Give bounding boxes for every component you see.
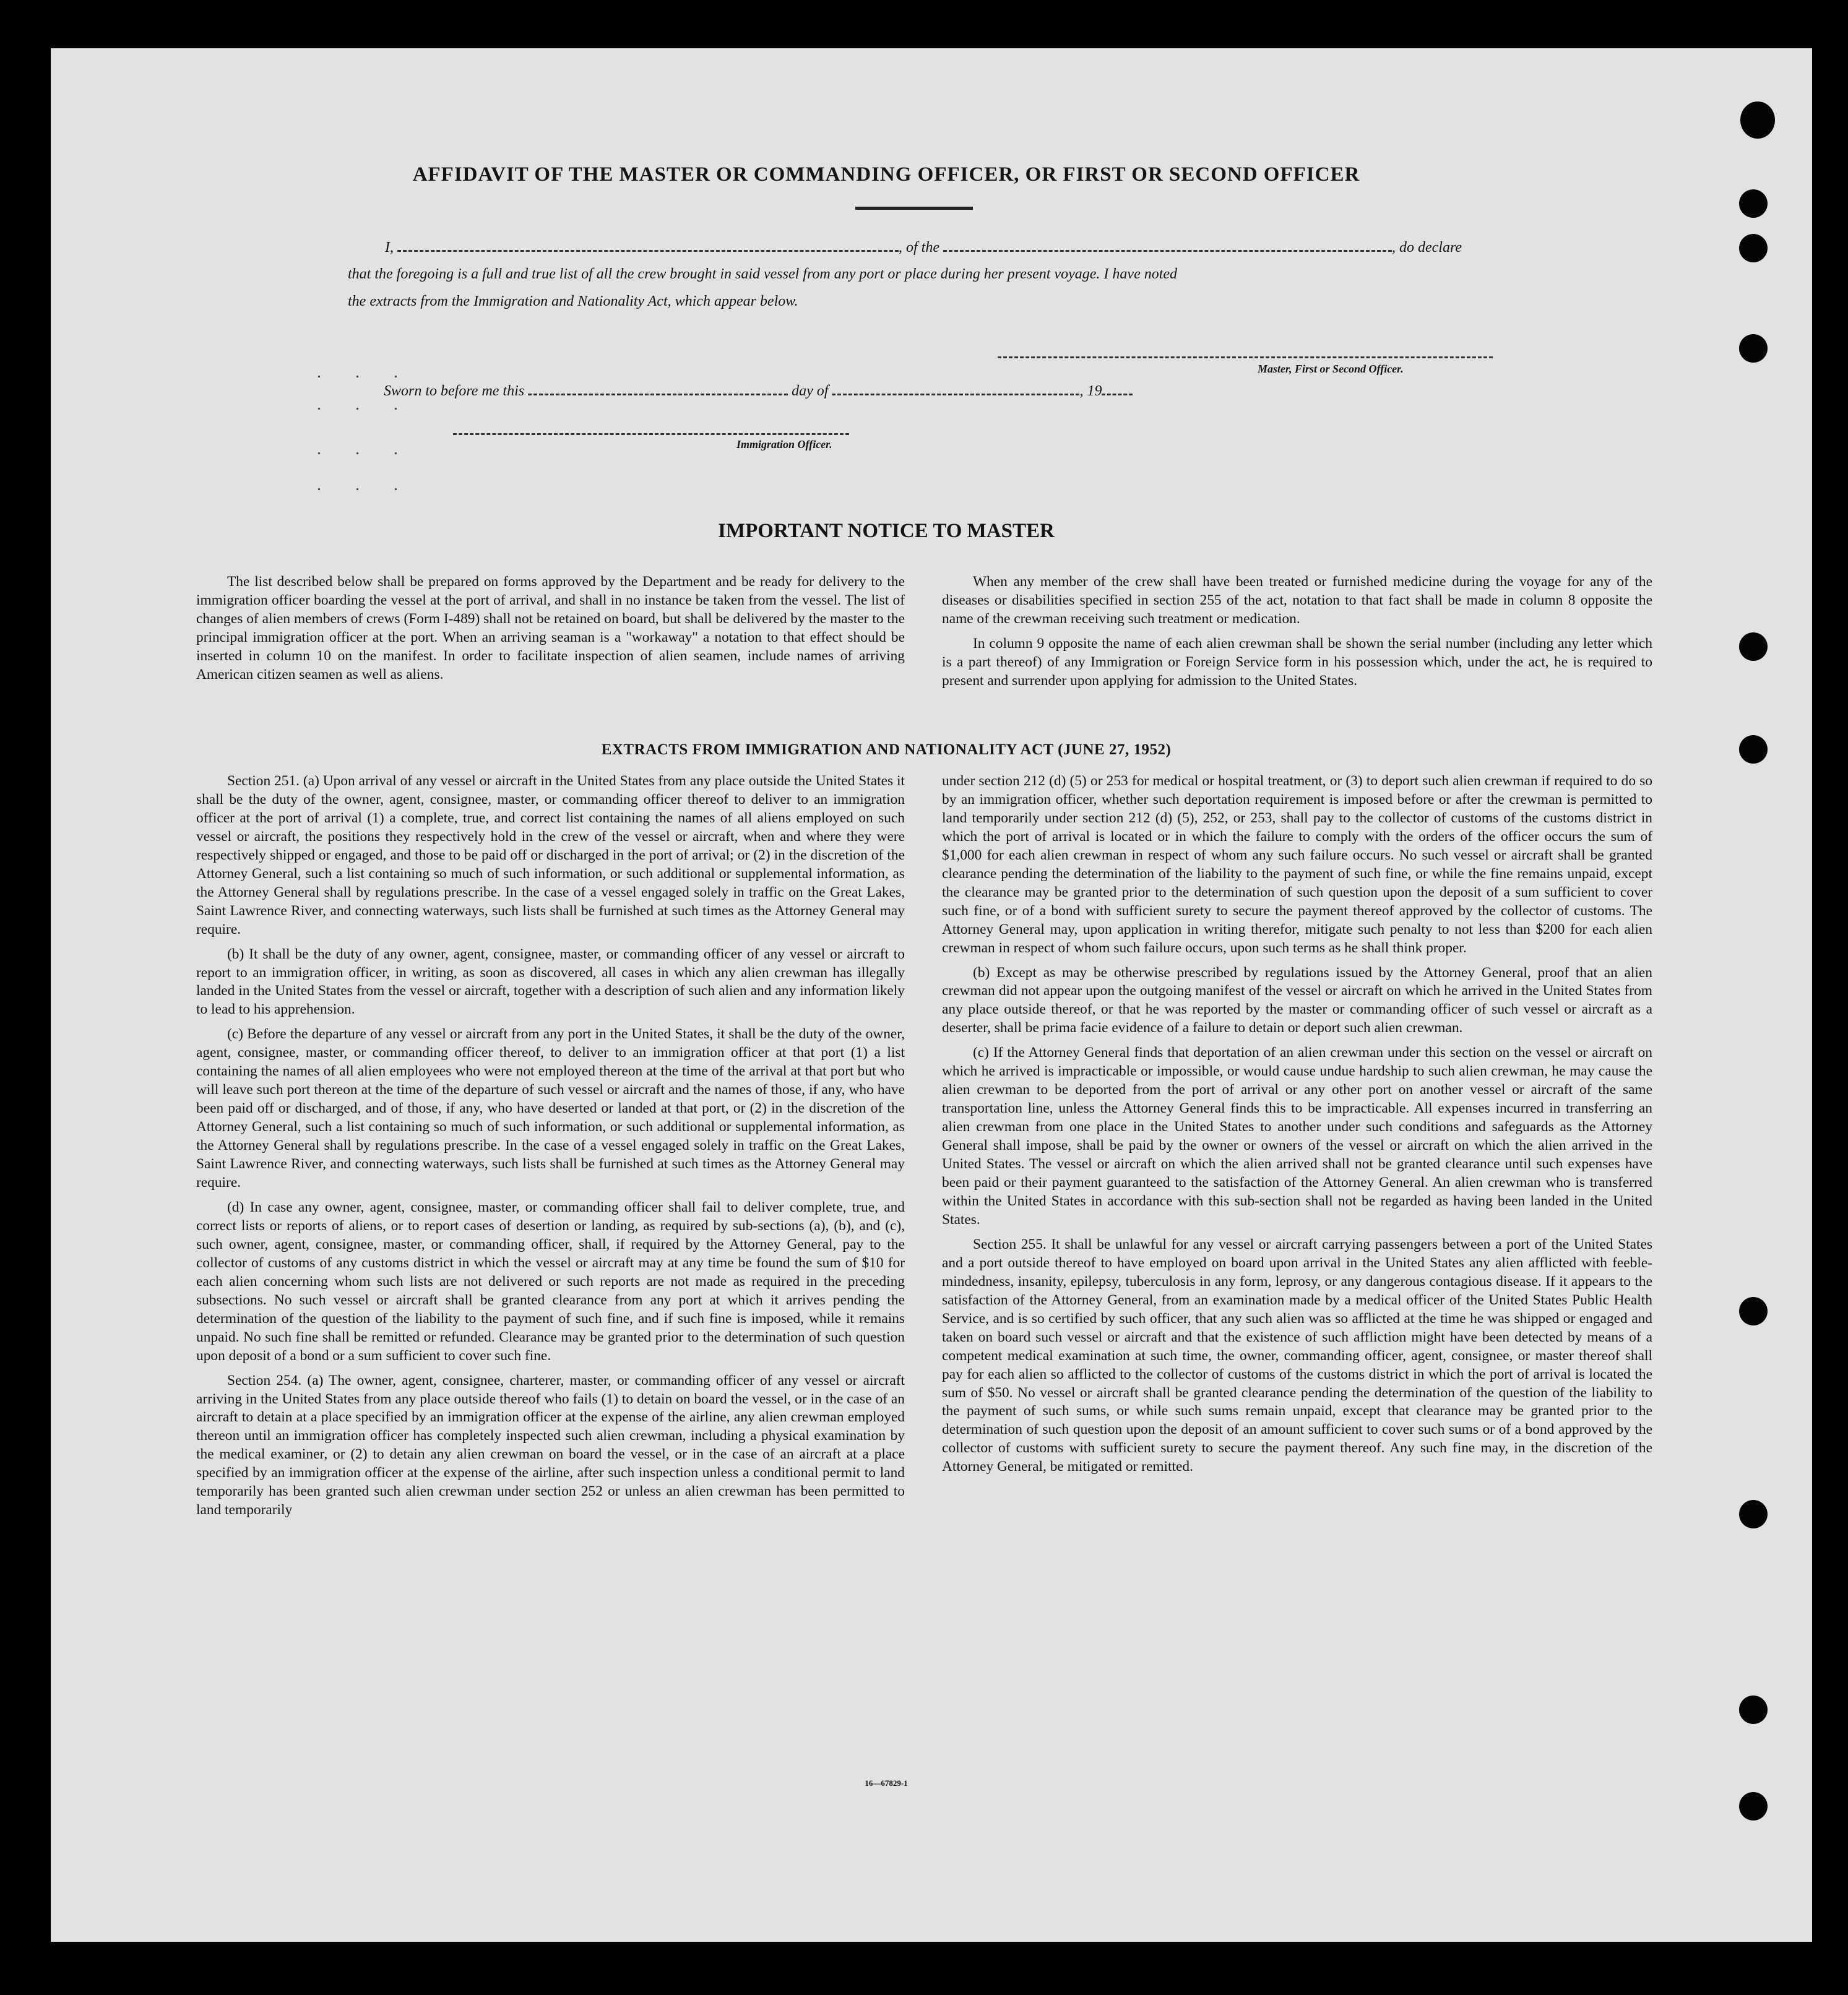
master-signature-label: Master, First or Second Officer. xyxy=(1258,363,1404,375)
statement-line-1: that the foregoing is a full and true list of all the crew brought in said vessel from any port or place during her present voyage. I have noted xyxy=(348,266,1178,282)
section-254-c: (c) If the Attorney General finds that deportation of an alien crewman under this section on the vessel or aircraft on which he arrived is impracticable or impossible, or would cause undue hardship to such alien crewman, he may cause the alien crewman to be deported from the port of arrival or any other port on another vessel or aircraft of the same transportation line, unless the Attorney General finds this to be impracticable. All expenses incurred in transferring an alien crewman from one place in the United States to another under such conditions and safeguards as the Attorney General shall impose, shall be paid by the owner or owners of the vessel or aircraft on which the alien arrived in the United States. The vessel or aircraft on which the alien arrived shall not be granted clearance until such expenses have been paid or their payment guaranteed to the satisfaction of the Attorney General. An alien crewman who is transferred within the United States in accordance with this sub-section shall not be regarded as having been landed in the United States. xyxy=(942,1045,1652,1228)
notice-right-paragraph-1: When any member of the crew shall have been treated or furnished medicine during the voyage for any of the diseases or disabilities specified in section 255 of the act, notation to that fact shall be made in column 8 opposite the name of the crewman receiving such treatment or medication. xyxy=(942,574,1652,627)
statement-line-2: the extracts from the Immigration and Nationality Act, which appear below. xyxy=(348,293,798,309)
notice-left-paragraph: The list described below shall be prepared on forms approved by the Department and be ready for delivery to the immigration officer boarding the vessel at the port of arrival, and shall in no instance be taken from the vessel. The list of changes of alien members of crews (Form I-489) shall not be retained on board, but shall be delivered by the master to the principal immigration officer at the port. When an arriving seaman is a "workaway" a notation to that effect should be inserted in column 10 on the manifest. In order to facilitate inspection of alien seamen, include names of arriving American citizen seamen as well as aliens. xyxy=(196,574,905,683)
immigration-officer-signature-line[interactable] xyxy=(453,433,849,435)
sworn-label: Sworn to before me this xyxy=(384,383,525,399)
year-prefix: , 19 xyxy=(1079,383,1102,399)
master-signature-line[interactable] xyxy=(998,356,1493,358)
title-divider xyxy=(855,207,973,210)
sworn-month-field[interactable] xyxy=(832,382,1079,395)
section-251-c: (c) Before the departure of any vessel or aircraft from any port in the United States, it shall be the duty of the owner, agent, consignee, master, or commanding officer thereof, to deliver to an immigration officer at that port (1) a list containing the names of all alien employees who were not employed thereon at the time of the arrival at that port but who will leave such port thereon at the time of the departure of such vessel or aircraft and the names of those, if any, who have been paid off or discharged, and of those, if any, who have deserted or landed at that port, or (2) in the discretion of the Attorney General, such a list containing so much of such information, or such additional or supplemental information, as the Attorney General shall by regulations prescribe. In the case of a vessel engaged solely in traffic on the Great Lakes, Saint Lawrence River, and connecting waterways, such lists shall be furnished at such times as the Attorney General may require. xyxy=(196,1026,905,1191)
punch-hole xyxy=(1739,189,1768,218)
punch-hole xyxy=(1739,1696,1768,1724)
vessel-field[interactable] xyxy=(943,239,1392,252)
punch-hole xyxy=(1739,334,1768,363)
declaration-line xyxy=(385,239,1462,256)
section-251-d: (d) In case any owner, agent, consignee, master, or commanding officer shall fail to deliver complete, true, and correct lists or reports of aliens, or to report cases of desertion or landing, as required by sub-sections (a), (b), and (c), such owner, agent, consignee, master, or commanding officer, shall, if required by the Attorney General, pay to the collector of customs of any customs district in which the vessel or aircraft may at any time be found the sum of $10 for each alien concerning whom such lists are not delivered or such reports are not made as required in the preceding subsections. No such vessel or aircraft shall be granted clearance from any port at which it arrives pending the determination of the question of the liability to the payment of such fine, and if such fine is imposed, while it remains unpaid. No such fine shall be remitted or refunded. Clearance may be granted prior to the determination of such question upon deposit of a bond or a sum sufficient to cover such fine. xyxy=(196,1199,905,1364)
year-field[interactable] xyxy=(1102,382,1133,395)
do-declare-label: , do declare xyxy=(1392,239,1462,256)
punch-hole xyxy=(1740,101,1775,139)
day-of-label: day of xyxy=(792,383,829,399)
faint-dots: . . . xyxy=(317,439,413,459)
punch-hole xyxy=(1739,1500,1768,1528)
section-255: Section 255. It shall be unlawful for any vessel or aircraft carrying passengers between a port of the United States and a port outside thereof to have employed on board upon arrival in the United States any alien afflicted with feeble-mindedness, insanity, epilepsy, tuberculosis in any form, leprosy, or any dangerous contagious disease. If it appears to the satisfaction of the Attorney General, from an examination made by a medical officer of the United States Public Health Service, and is so certified by such officer, that any such alien was so afflicted at the time he was shipped or engaged and taken on board such vessel or aircraft and that the existence of such affliction might have been detected by means of a competent medical examination at such time, the owner, commanding officer, agent, consignee, or master thereof shall pay for each alien so afflicted to the collector of customs of the customs district in which the port of arrival is located the sum of $50. No vessel or aircraft shall be granted clearance pending the determination of the question of the liability to the payment of such sums, or while such sums remain unpaid, except that clearance may be granted prior to the determination of such question upon the deposit of an amount sufficient to cover such sums or of a bond approved by the collector of customs with sufficient surety to secure the payment thereof. Any such fine may, in the discretion of the Attorney General, be mitigated or remitted. xyxy=(942,1236,1652,1475)
punch-hole xyxy=(1739,234,1768,262)
sworn-day-field[interactable] xyxy=(528,382,788,395)
punch-hole xyxy=(1739,735,1768,764)
faint-dots: . . . xyxy=(317,395,413,414)
of-the-label: , of the xyxy=(899,239,939,256)
section-251-b: (b) It shall be the duty of any owner, agent, consignee, master, or commanding officer of any vessel or aircraft to report to an immigration officer, in writing, as soon as discovered, all cases in which any alien crewman has illegally landed in the United States from the vessel or aircraft, together with a description of such alien and any information likely to lead to his apprehension. xyxy=(196,946,905,1018)
section-251-a: Section 251. (a) Upon arrival of any vessel or aircraft in the United States from any place outside the United States it shall be the duty of the owner, agent, consignee, master, or commanding officer thereof to deliver to an immigration officer at the port of arrival (1) a complete, true, and correct list containing the names of all aliens employed on such vessel or aircraft, the positions they respectively hold in the crew of the vessel or aircraft, when and where they were respectively shipped or engaged, and those to be paid off or discharged in the port of arrival; or (2) in the discretion of the Attorney General, such a list containing so much of such information, or such additional or supplemental information, as the Attorney General shall by regulations prescribe. In the case of a vessel engaged solely in traffic on the Great Lakes, Saint Lawrence River, and connecting waterways, such lists shall be furnished at such times as the Attorney General may require. xyxy=(196,773,905,937)
extracts-title: EXTRACTS FROM IMMIGRATION AND NATIONALITY ACT (JUNE 27, 1952) xyxy=(601,741,1172,758)
notice-right-paragraph-2: In column 9 opposite the name of each alien crewman shall be shown the serial number (including any letter which is a part thereof) of any Immigration or Foreign Service form in his possession which, under the act, he is required to present and surrender upon applying for admission to the United States. xyxy=(942,635,1652,689)
form-number: 16—67829-1 xyxy=(865,1778,908,1788)
faint-dots: . . . xyxy=(317,363,413,382)
notice-title: IMPORTANT NOTICE TO MASTER xyxy=(718,520,1055,542)
sworn-line xyxy=(384,382,1133,400)
name-field[interactable] xyxy=(397,239,899,252)
extracts-right-column xyxy=(942,772,1652,1483)
section-254-a-continued: under section 212 (d) (5) or 253 for medical or hospital treatment, or (3) to deport such alien crewman if required to do so by an immigration officer, whether such deportation requirement is imposed before or after the crewman is permitted to land temporarily under section 212 (d) (5), 252, or 253, shall pay to the collector of customs of the customs district in which the port of arrival is located or in which the failure to comply with the orders of the officer occurs the sum of $1,000 for each alien crewman in respect of whom any such failure occurs. No such vessel or aircraft shall be granted clearance pending the determination of the liability to the payment of such fine, or while the fine remains unpaid, except the clearance may be granted prior to the determination of such question upon the deposit of a sum sufficient to cover such fine, or of a bond with sufficient surety to secure the payment thereof approved by the collector of customs. The Attorney General may, upon application in writing therefor, mitigate such penalty to not less than $200 for each alien crewman in respect of whom such failure occurs, upon such terms as he shall think proper. xyxy=(942,773,1652,956)
notice-right-column xyxy=(942,573,1652,697)
document-page xyxy=(51,48,1812,1942)
i-label: I, xyxy=(385,239,394,256)
immigration-officer-label: Immigration Officer. xyxy=(736,438,832,450)
faint-dots: . . . xyxy=(317,475,413,494)
affidavit-title: AFFIDAVIT OF THE MASTER OR COMMANDING OFFICER, OR FIRST OR SECOND OFFICER xyxy=(412,163,1360,186)
extracts-left-column xyxy=(196,772,905,1526)
section-254-b: (b) Except as may be otherwise prescribed by regulations issued by the Attorney General, proof that an alien crewman did not appear upon the outgoing manifest of the vessel or aircraft on which he arrived in the United States from any place outside thereof, or that he was reported by the master or commanding officer of such vessel or aircraft as a deserter, shall be prima facie evidence of a failure to detain or deport such alien crewman. xyxy=(942,964,1652,1036)
section-254-a: Section 254. (a) The owner, agent, consignee, charterer, master, or commanding officer of any vessel or aircraft arriving in the United States from any place outside thereof who fails (1) to detain on board the vessel, or in the case of an aircraft to detain at a place specified by an immigration officer at the expense of the airline, any alien crewman employed thereon until an immigration officer has completely inspected such alien crewman, including a physical examination by the medical examiner, or (2) to detain any alien crewman on board the vessel, or in the case of an aircraft at a place specified by an immigration officer at the expense of the airline, after such inspection unless a conditional permit to land temporarily has been granted such alien crewman under section 252 or unless an alien crewman has been permitted to land temporarily xyxy=(196,1372,905,1519)
punch-hole xyxy=(1739,632,1768,661)
punch-hole xyxy=(1739,1297,1768,1325)
notice-left-column xyxy=(196,573,905,691)
punch-hole xyxy=(1739,1792,1768,1820)
